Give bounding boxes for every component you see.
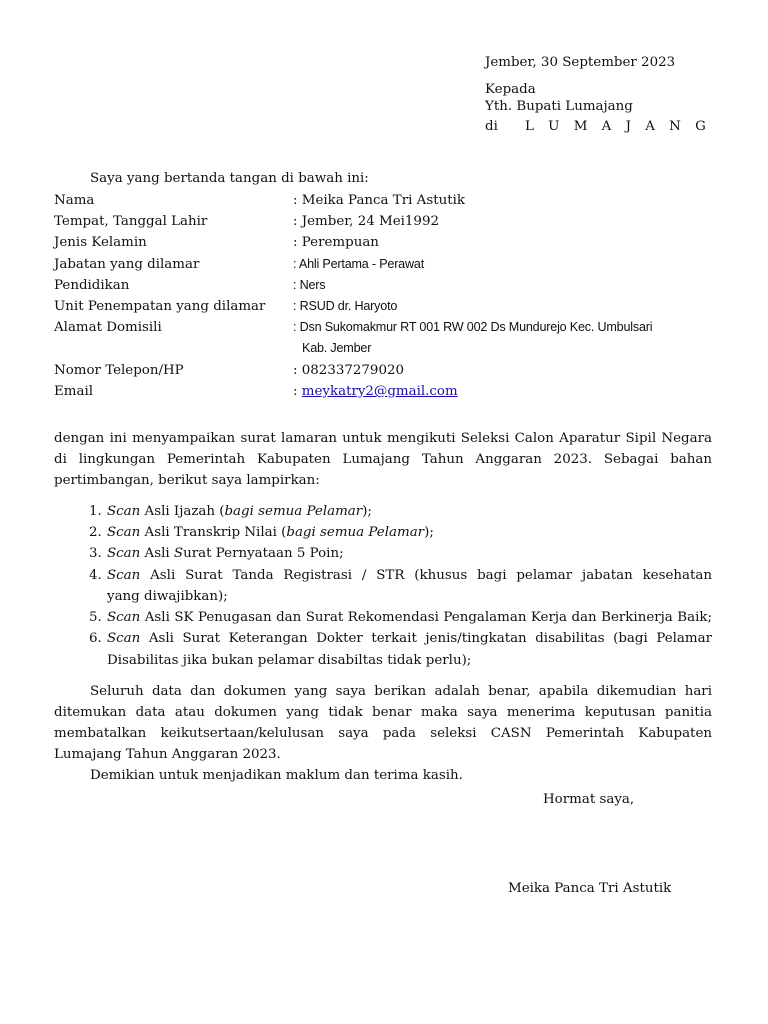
statement-line: membatalkan keikutsertaan/kelulusan saya pada seleksi CASN Pemerintah Kabupaten (54, 726, 712, 741)
signer-name: Meika Panca Tri Astutik (508, 881, 672, 896)
recipient-city: L U M A J A N G (525, 119, 711, 134)
statement-line: Lumajang Tahun Anggaran 2023. (54, 747, 281, 762)
field-label: Nama (54, 193, 95, 208)
field-value: : Perempuan (293, 235, 379, 250)
field-value: : Ners (293, 278, 326, 292)
field-value (293, 385, 458, 398)
field-label: Email (54, 384, 94, 399)
body-line: di lingkungan Pemerintah Kabupaten Lumajang Tahun Anggaran 2023. Sebagai bahan (54, 452, 712, 467)
list-item: Scan Asli Surat Tanda Registrasi / STR (khusus bagi pelamar jabatan kesehatan (107, 568, 712, 583)
field-label: Jenis Kelamin (54, 235, 147, 250)
list-number: 5. (89, 610, 102, 625)
body-line: pertimbangan, berikut saya lampirkan: (54, 473, 320, 488)
field-label: Unit Penempatan yang dilamar (54, 299, 266, 314)
field-label: Tempat, Tanggal Lahir (54, 214, 208, 229)
closing-line: Demikian untuk menjadikan maklum dan terima kasih. (90, 768, 463, 783)
statement-line: Seluruh data dan dokumen yang saya berikan adalah benar, apabila dikemudian hari (90, 684, 712, 699)
field-value: : Meika Panca Tri Astutik (293, 193, 465, 208)
list-item-continued: Disabilitas jika bukan pelamar disabiltas tidak perlu); (107, 653, 472, 668)
list-item: Scan Asli SK Penugasan dan Surat Rekomendasi Pengalaman Kerja dan Berkinerja Baik; (107, 610, 712, 625)
field-value: : RSUD dr. Haryoto (293, 299, 398, 313)
field-label: Alamat Domisili (54, 320, 162, 335)
recipient-di: di (485, 119, 498, 134)
list-item-continued: yang diwajibkan); (107, 589, 228, 604)
field-value: : Ahli Pertama - Perawat (293, 257, 424, 271)
field-label: Nomor Telepon/HP (54, 363, 184, 378)
list-number: 4. (89, 568, 102, 583)
list-item: Scan Asli Ijazah (bagi semua Pelamar); (107, 504, 372, 519)
list-item: Scan Asli Transkrip Nilai (bagi semua Pelamar); (107, 525, 434, 540)
field-label: Jabatan yang dilamar (54, 257, 200, 272)
regards: Hormat saya, (543, 792, 635, 807)
email-prefix: : (293, 384, 302, 399)
statement-line: ditemukan data atau dokumen yang tidak benar maka saya menerima keputusan panitia (54, 705, 712, 720)
list-number: 1. (89, 504, 102, 519)
intro-line: Saya yang bertanda tangan di bawah ini: (90, 171, 369, 186)
letter-date: Jember, 30 September 2023 (485, 55, 676, 70)
field-value: : Dsn Sukomakmur RT 001 RW 002 Ds Mundurejo Kec. Umbulsari (293, 320, 653, 334)
list-item: Scan Asli Surat Keterangan Dokter terkait jenis/tingkatan disabilitas (bagi Pelamar (107, 631, 712, 646)
recipient-name: Yth. Bupati Lumajang (485, 99, 633, 114)
email-link[interactable]: meykatry2@gmail.com (301, 384, 458, 399)
list-number: 3. (89, 546, 102, 561)
field-label: Pendidikan (54, 278, 130, 293)
recipient-label: Kepada (485, 82, 536, 97)
field-value: : Jember, 24 Mei1992 (293, 214, 439, 229)
field-value-continued: Kab. Jember (302, 341, 372, 355)
list-number: 6. (89, 631, 102, 646)
field-value: : 082337279020 (293, 363, 405, 378)
body-line: dengan ini menyampaikan surat lamaran untuk mengikuti Seleksi Calon Aparatur Sipil Negara (54, 431, 712, 446)
list-item: Scan Asli Surat Pernyataan 5 Poin; (107, 546, 344, 561)
list-number: 2. (89, 525, 102, 540)
